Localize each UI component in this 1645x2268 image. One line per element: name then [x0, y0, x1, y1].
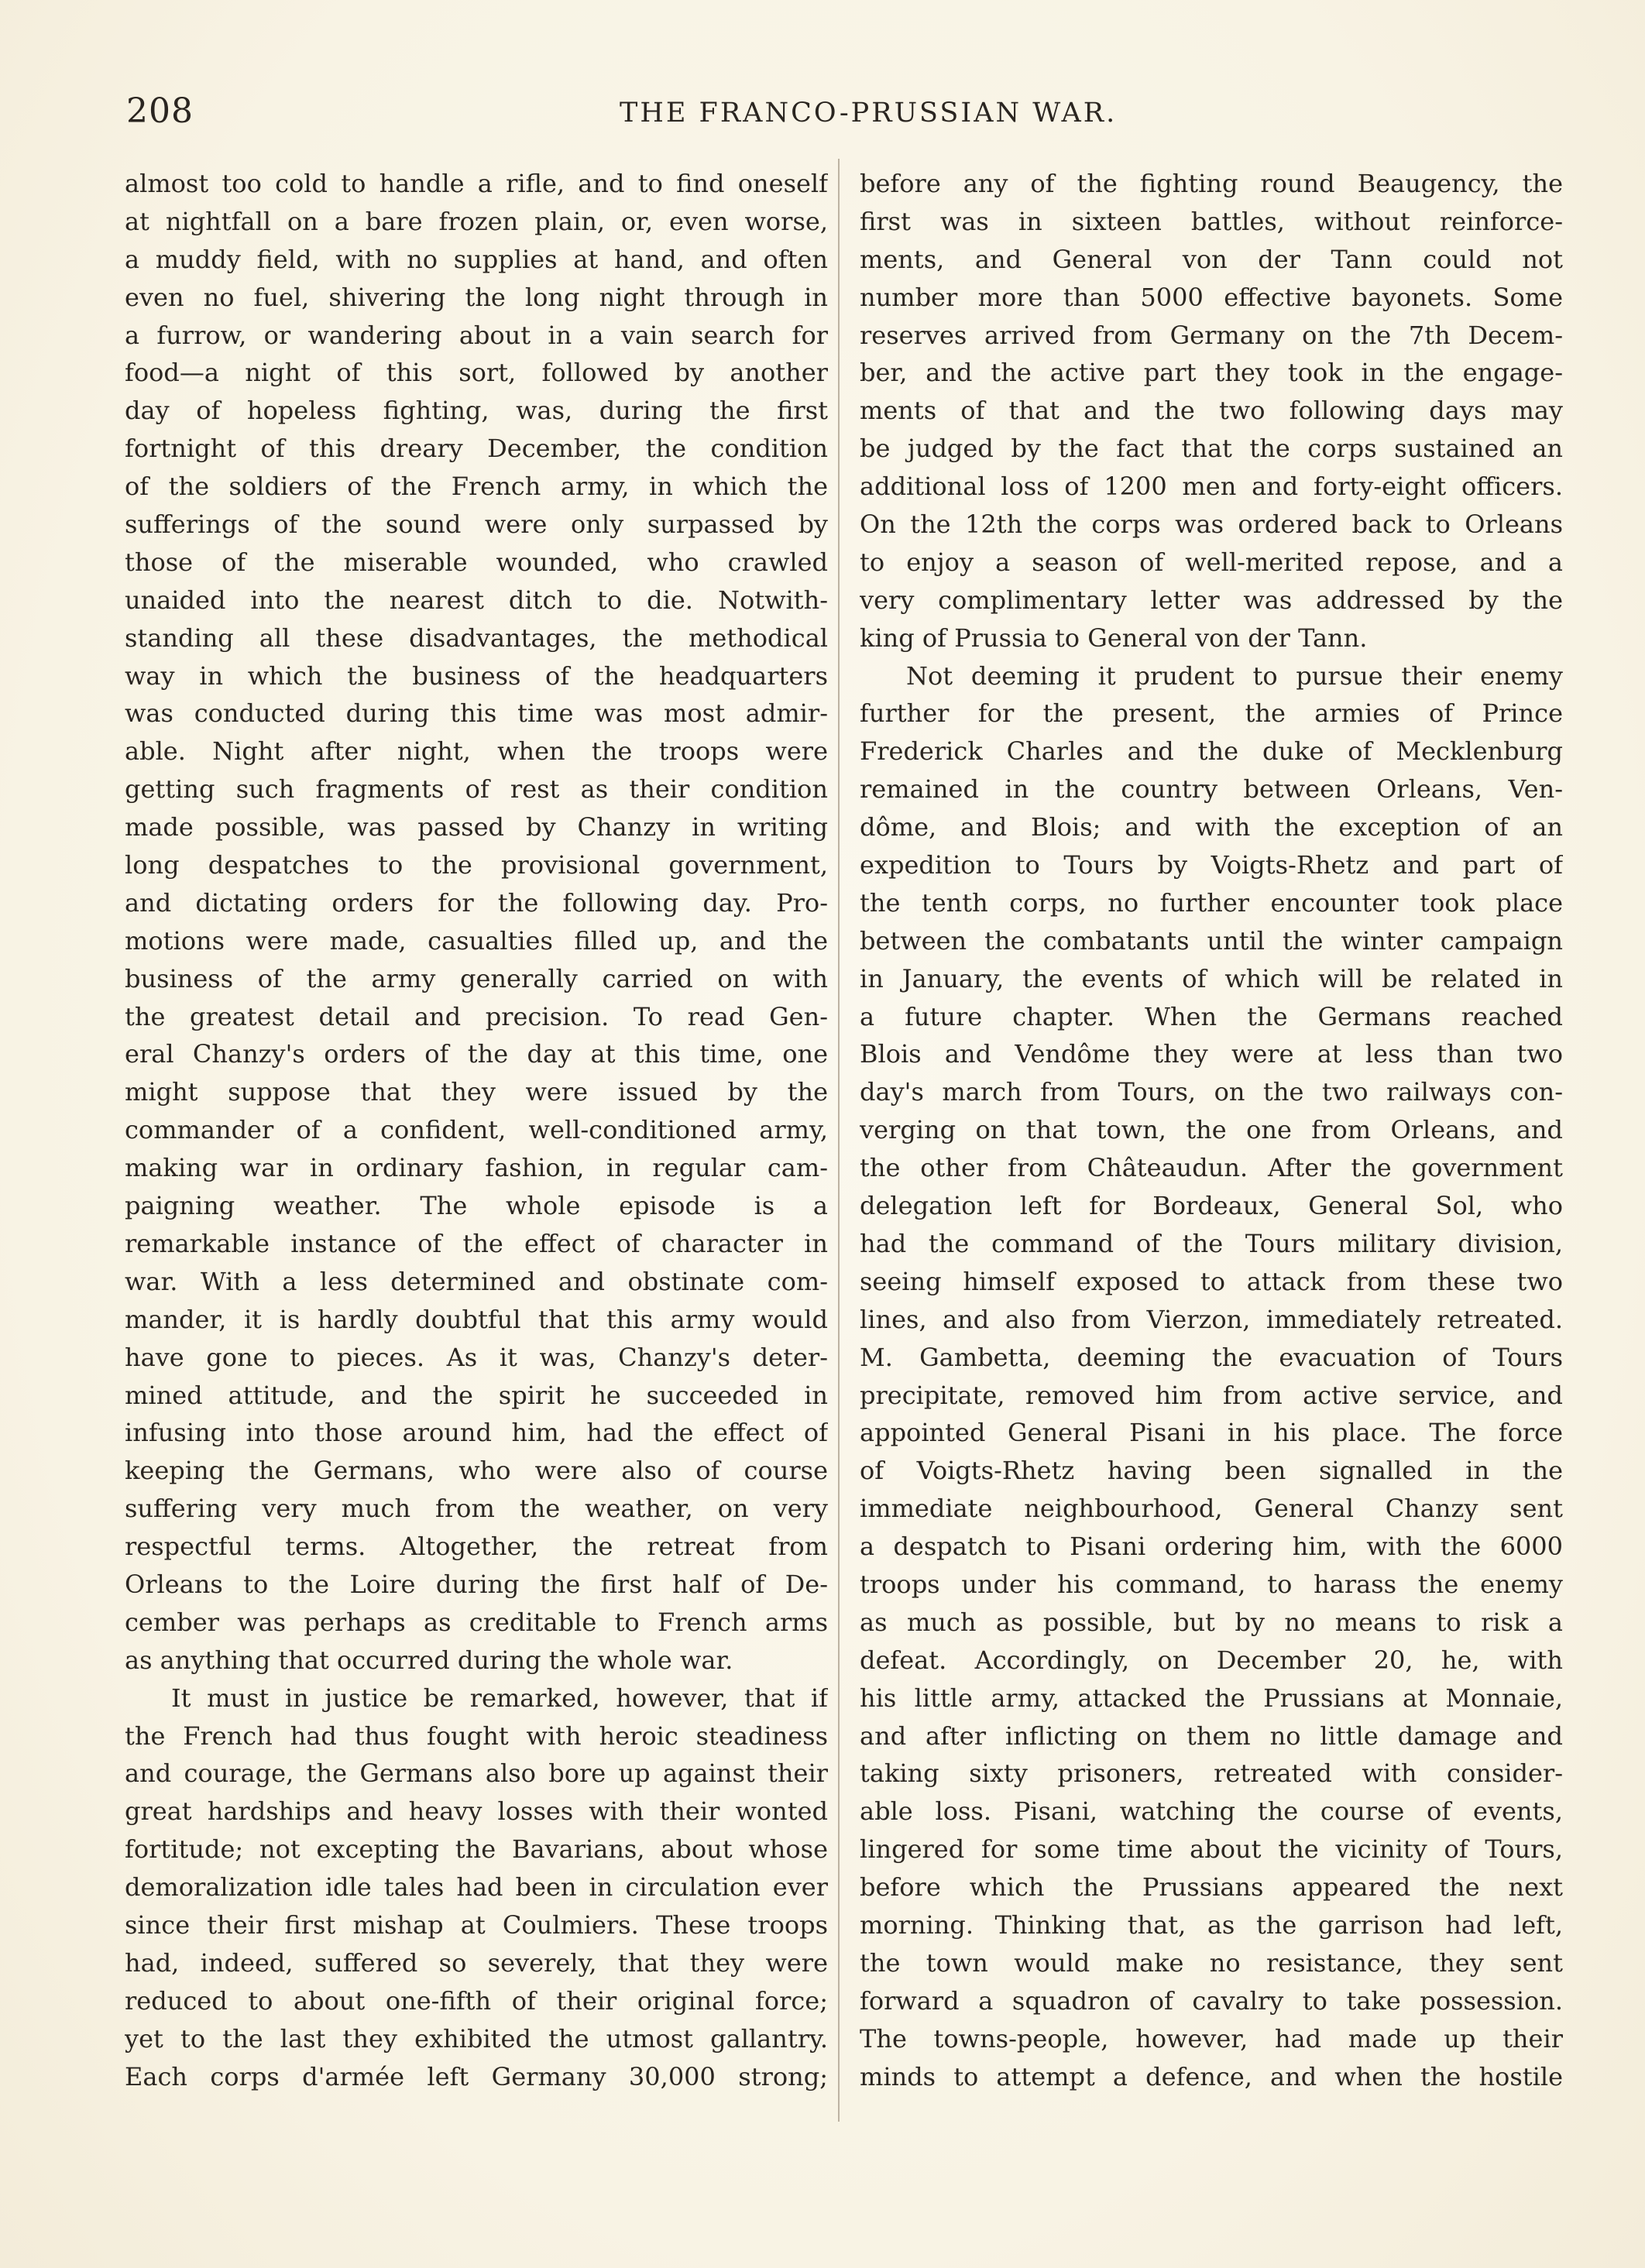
text-line: in January, the events of which will be related in — [860, 963, 1563, 993]
text-line: standing all these disadvantages, the methodical — [125, 623, 828, 653]
column-divider — [838, 159, 840, 2122]
text-line: On the 12th the corps was ordered back to Orleans — [860, 510, 1563, 540]
text-line: business of the army generally carried on with — [125, 963, 828, 993]
text-line: mander, it is hardly doubtful that this army would — [125, 1304, 828, 1334]
text-line: of the soldiers of the French army, in which the — [125, 472, 828, 502]
text-line: since their first mishap at Coulmiers. These troops — [125, 1909, 828, 1940]
text-line: the greatest detail and precision. To read Gen- — [125, 1001, 828, 1031]
text-line: dôme, and Blois; and with the exception of an — [860, 812, 1563, 842]
text-line: reserves arrived from Germany on the 7th Decem- — [860, 320, 1563, 350]
text-line: minds to attempt a defence, and when the hostile — [860, 2061, 1563, 2091]
text-line: ber, and the active part they took in the engage- — [860, 358, 1563, 388]
text-line: ments, and General von der Tann could not — [860, 244, 1563, 274]
text-line: his little army, attacked the Prussians at Monnaie, — [860, 1683, 1563, 1713]
text-line: have gone to pieces. As it was, Chanzy's deter- — [125, 1342, 828, 1372]
text-line: fortnight of this dreary December, the condition — [125, 434, 828, 464]
text-line: lines, and also from Vierzon, immediately retreated. — [860, 1304, 1563, 1334]
text-line: Not deeming it prudent to pursue their enemy — [906, 660, 1563, 691]
text-line: to enjoy a season of well-merited repose, and a — [860, 547, 1563, 577]
text-line: almost too cold to handle a rifle, and to find oneself — [125, 169, 828, 198]
text-line: ments of that and the two following days may — [860, 396, 1563, 426]
text-line: had the command of the Tours military division, — [860, 1228, 1563, 1258]
text-line: before any of the fighting round Beaugency, the — [860, 169, 1563, 198]
text-line: day of hopeless fighting, was, during the first — [125, 396, 828, 426]
text-line: paigning weather. The whole episode is a — [125, 1191, 828, 1221]
text-line: and dictating orders for the following day. Pro- — [125, 887, 828, 918]
text-line: lingered for some time about the vicinity of Tours, — [860, 1834, 1563, 1865]
text-line: M. Gambetta, deeming the evacuation of Tours — [860, 1342, 1563, 1372]
text-line: day's march from Tours, on the two railways con- — [860, 1077, 1563, 1107]
text-line: precipitate, removed him from active service, and — [860, 1380, 1563, 1410]
text-line: a muddy field, with no supplies at hand, and often — [125, 244, 828, 274]
text-line: first was in sixteen battles, without reinforce- — [860, 206, 1563, 236]
text-line: further for the present, the armies of Prince — [860, 698, 1563, 729]
text-line: suffering very much from the weather, on very — [125, 1494, 828, 1524]
text-line: made possible, was passed by Chanzy in writing — [125, 812, 828, 842]
text-line: had, indeed, suffered so severely, that they were — [125, 1947, 828, 1978]
text-line: at nightfall on a bare frozen plain, or, even worse, — [125, 206, 828, 236]
text-line: motions were made, casualties filled up, and the — [125, 925, 828, 956]
text-line: a furrow, or wandering about in a vain search for — [125, 320, 828, 350]
text-line: might suppose that they were issued by the — [125, 1077, 828, 1107]
left-column — [125, 165, 828, 2095]
text-line: remarkable instance of the effect of character in — [125, 1228, 828, 1258]
text-line: delegation left for Bordeaux, General Sol, who — [860, 1191, 1563, 1221]
text-line: immediate neighbourhood, General Chanzy sent — [860, 1494, 1563, 1524]
text-line: Frederick Charles and the duke of Mecklenburg — [860, 736, 1563, 767]
text-line: forward a squadron of cavalry to take possession. — [860, 1985, 1563, 2016]
text-line: unaided into the nearest ditch to die. Notwith- — [125, 585, 828, 615]
text-line: number more than 5000 effective bayonets. Some — [860, 282, 1563, 312]
text-line: respectful terms. Altogether, the retreat from — [125, 1532, 828, 1562]
text-line: infusing into those around him, had the effect of — [125, 1418, 828, 1448]
text-line: was conducted during this time was most admir- — [125, 698, 828, 729]
text-line: the other from Châteaudun. After the government — [860, 1153, 1563, 1183]
text-line: the town would make no resistance, they sent — [860, 1947, 1563, 1978]
text-line: before which the Prussians appeared the next — [860, 1872, 1563, 1903]
text-line: able loss. Pisani, watching the course of events, — [860, 1796, 1563, 1827]
text-line: getting such fragments of rest as their condition — [125, 774, 828, 805]
text-line: keeping the Germans, who were also of course — [125, 1456, 828, 1486]
text-line: be judged by the fact that the corps sustained an — [860, 434, 1563, 464]
text-line: morning. Thinking that, as the garrison had left, — [860, 1909, 1563, 1940]
text-line: appointed General Pisani in his place. The force — [860, 1418, 1563, 1448]
text-line: seeing himself exposed to attack from these two — [860, 1266, 1563, 1296]
text-line: demoralization idle tales had been in circulation ever — [125, 1872, 828, 1903]
page-number: 208 — [126, 91, 194, 131]
text-line: as much as possible, but by no means to risk a — [860, 1607, 1563, 1637]
text-line: Orleans to the Loire during the first half of De- — [125, 1569, 828, 1599]
text-line: even no fuel, shivering the long night through in — [125, 282, 828, 312]
text-line: The towns-people, however, had made up their — [860, 2023, 1563, 2054]
text-line: and after inflicting on them no little damage and — [860, 1721, 1563, 1751]
text-line: Blois and Vendôme they were at less than two — [860, 1039, 1563, 1069]
running-title: THE FRANCO-PRUSSIAN WAR. — [620, 98, 1118, 129]
text-line: as anything that occurred during the whole war. — [125, 1645, 733, 1675]
text-line: of Voigts-Rhetz having been signalled in the — [860, 1456, 1563, 1486]
text-line: the tenth corps, no further encounter took place — [860, 887, 1563, 918]
text-line: able. Night after night, when the troops were — [125, 736, 828, 767]
text-line: verging on that town, the one from Orleans, and — [860, 1115, 1563, 1145]
text-line: mined attitude, and the spirit he succeeded in — [125, 1380, 828, 1410]
text-line: sufferings of the sound were only surpassed by — [125, 510, 828, 540]
text-line: Each corps d'armée left Germany 30,000 strong; — [125, 2061, 828, 2091]
text-line: troops under his command, to harass the enemy — [860, 1569, 1563, 1599]
text-line: a future chapter. When the Germans reached — [860, 1001, 1563, 1031]
text-line: king of Prussia to General von der Tann. — [860, 623, 1368, 653]
text-line: reduced to about one-fifth of their original force; — [125, 1985, 828, 2016]
text-line: eral Chanzy's orders of the day at this time, one — [125, 1039, 828, 1069]
text-line: great hardships and heavy losses with their wonted — [125, 1796, 828, 1827]
text-line: those of the miserable wounded, who crawled — [125, 547, 828, 577]
text-line: taking sixty prisoners, retreated with consider- — [860, 1758, 1563, 1789]
text-line: yet to the last they exhibited the utmost gallantry. — [125, 2023, 828, 2054]
text-line: very complimentary letter was addressed by the — [860, 585, 1563, 615]
text-line: defeat. Accordingly, on December 20, he, with — [860, 1645, 1563, 1675]
text-line: It must in justice be remarked, however, that if — [171, 1683, 828, 1713]
text-line: the French had thus fought with heroic steadiness — [125, 1721, 828, 1751]
text-line: additional loss of 1200 men and forty-eight officers. — [860, 472, 1563, 502]
text-line: and courage, the Germans also bore up against their — [125, 1758, 828, 1789]
text-line: a despatch to Pisani ordering him, with the 6000 — [860, 1532, 1563, 1562]
text-line: expedition to Tours by Voigts-Rhetz and part of — [860, 850, 1563, 880]
text-line: war. With a less determined and obstinate com- — [125, 1266, 828, 1296]
text-line: making war in ordinary fashion, in regular cam- — [125, 1153, 828, 1183]
text-line: long despatches to the provisional government, — [125, 850, 828, 880]
text-line: between the combatants until the winter campaign — [860, 925, 1563, 956]
text-line: cember was perhaps as creditable to French arms — [125, 1607, 828, 1637]
text-line: fortitude; not excepting the Bavarians, about whose — [125, 1834, 828, 1865]
text-line: food—a night of this sort, followed by another — [125, 358, 828, 388]
text-line: remained in the country between Orleans, Ven- — [860, 774, 1563, 805]
text-line: commander of a confident, well-conditioned army, — [125, 1115, 828, 1145]
right-column — [860, 165, 1563, 2095]
text-line: way in which the business of the headquarters — [125, 660, 828, 691]
